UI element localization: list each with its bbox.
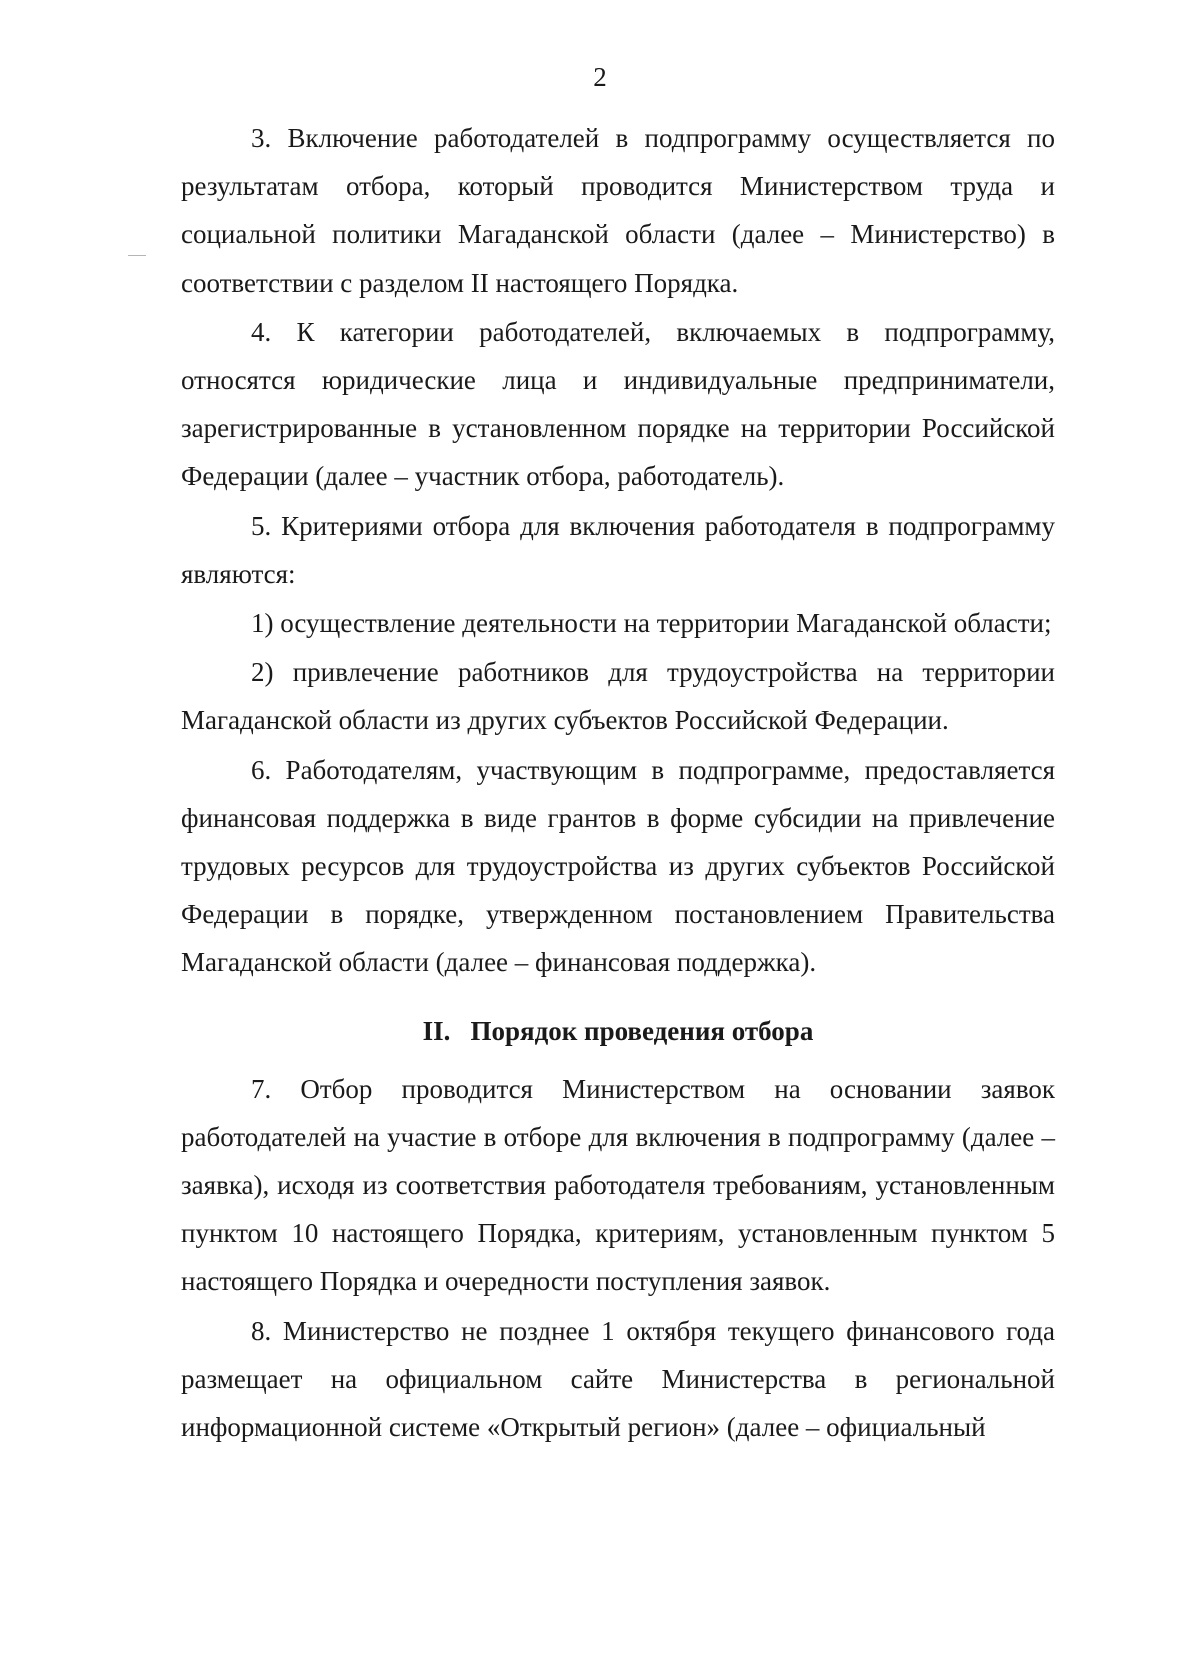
section-number: II. <box>422 1015 451 1046</box>
paragraph-5-item-1: 1) осуществление деятельности на территории Магаданской области; <box>251 608 1052 639</box>
paragraph-5-item-2: 2) привлечение работников для трудоустройства на территории Магаданской области из других субъектов Российской Федерации. <box>181 657 1055 736</box>
paragraph-5: 5. Критериями отбора для включения работодателя в подпрограмму являются: <box>181 510 1055 589</box>
section-heading <box>181 1010 1055 1052</box>
page-number: 2 <box>593 62 607 92</box>
paragraph-3: 3. Включение работодателей в подпрограмму осуществляется по результатам отбора, который проводится Министерством труда и социальной политики Магаданской области (далее – Министерство) в соответствии с разделом II настоящего Порядка. <box>181 123 1055 298</box>
paragraph-8: 8. Министерство не позднее 1 октября текущего финансового года размещает на официальном сайте Министерства в региональной информационной системе «Открытый регион» (далее – официальный <box>181 1315 1055 1443</box>
paragraph-4: 4. К категории работодателей, включаемых в подпрограмму, относятся юридические лица и индивидуальные предприниматели, зарегистрированные в установленном порядке на территории Российской Федерации (далее – участник отбора, работодатель). <box>181 316 1055 492</box>
paragraph-7: 7. Отбор проводится Министерством на основании заявок работодателей на участие в отборе для включения в подпрограмму (далее – заявка), исходя из соответствия работодателя требованиям, установленным пунктом 10 настоящего Порядка, критериям, установленным пунктом 5 настоящего Порядка и очередности поступления заявок. <box>181 1073 1055 1297</box>
document-body <box>181 114 1055 1452</box>
margin-mark <box>128 255 146 256</box>
section-title: Порядок проведения отбора <box>470 1015 814 1046</box>
paragraph-6: 6. Работодателям, участвующим в подпрограмме, предоставляется финансовая поддержка в виде грантов в форме субсидии на привлечение трудовых ресурсов для трудоустройства из других субъектов Российской Федерации в порядке, утвержденном постановлением Правительства Магаданской области (далее – финансовая поддержка). <box>181 754 1055 978</box>
